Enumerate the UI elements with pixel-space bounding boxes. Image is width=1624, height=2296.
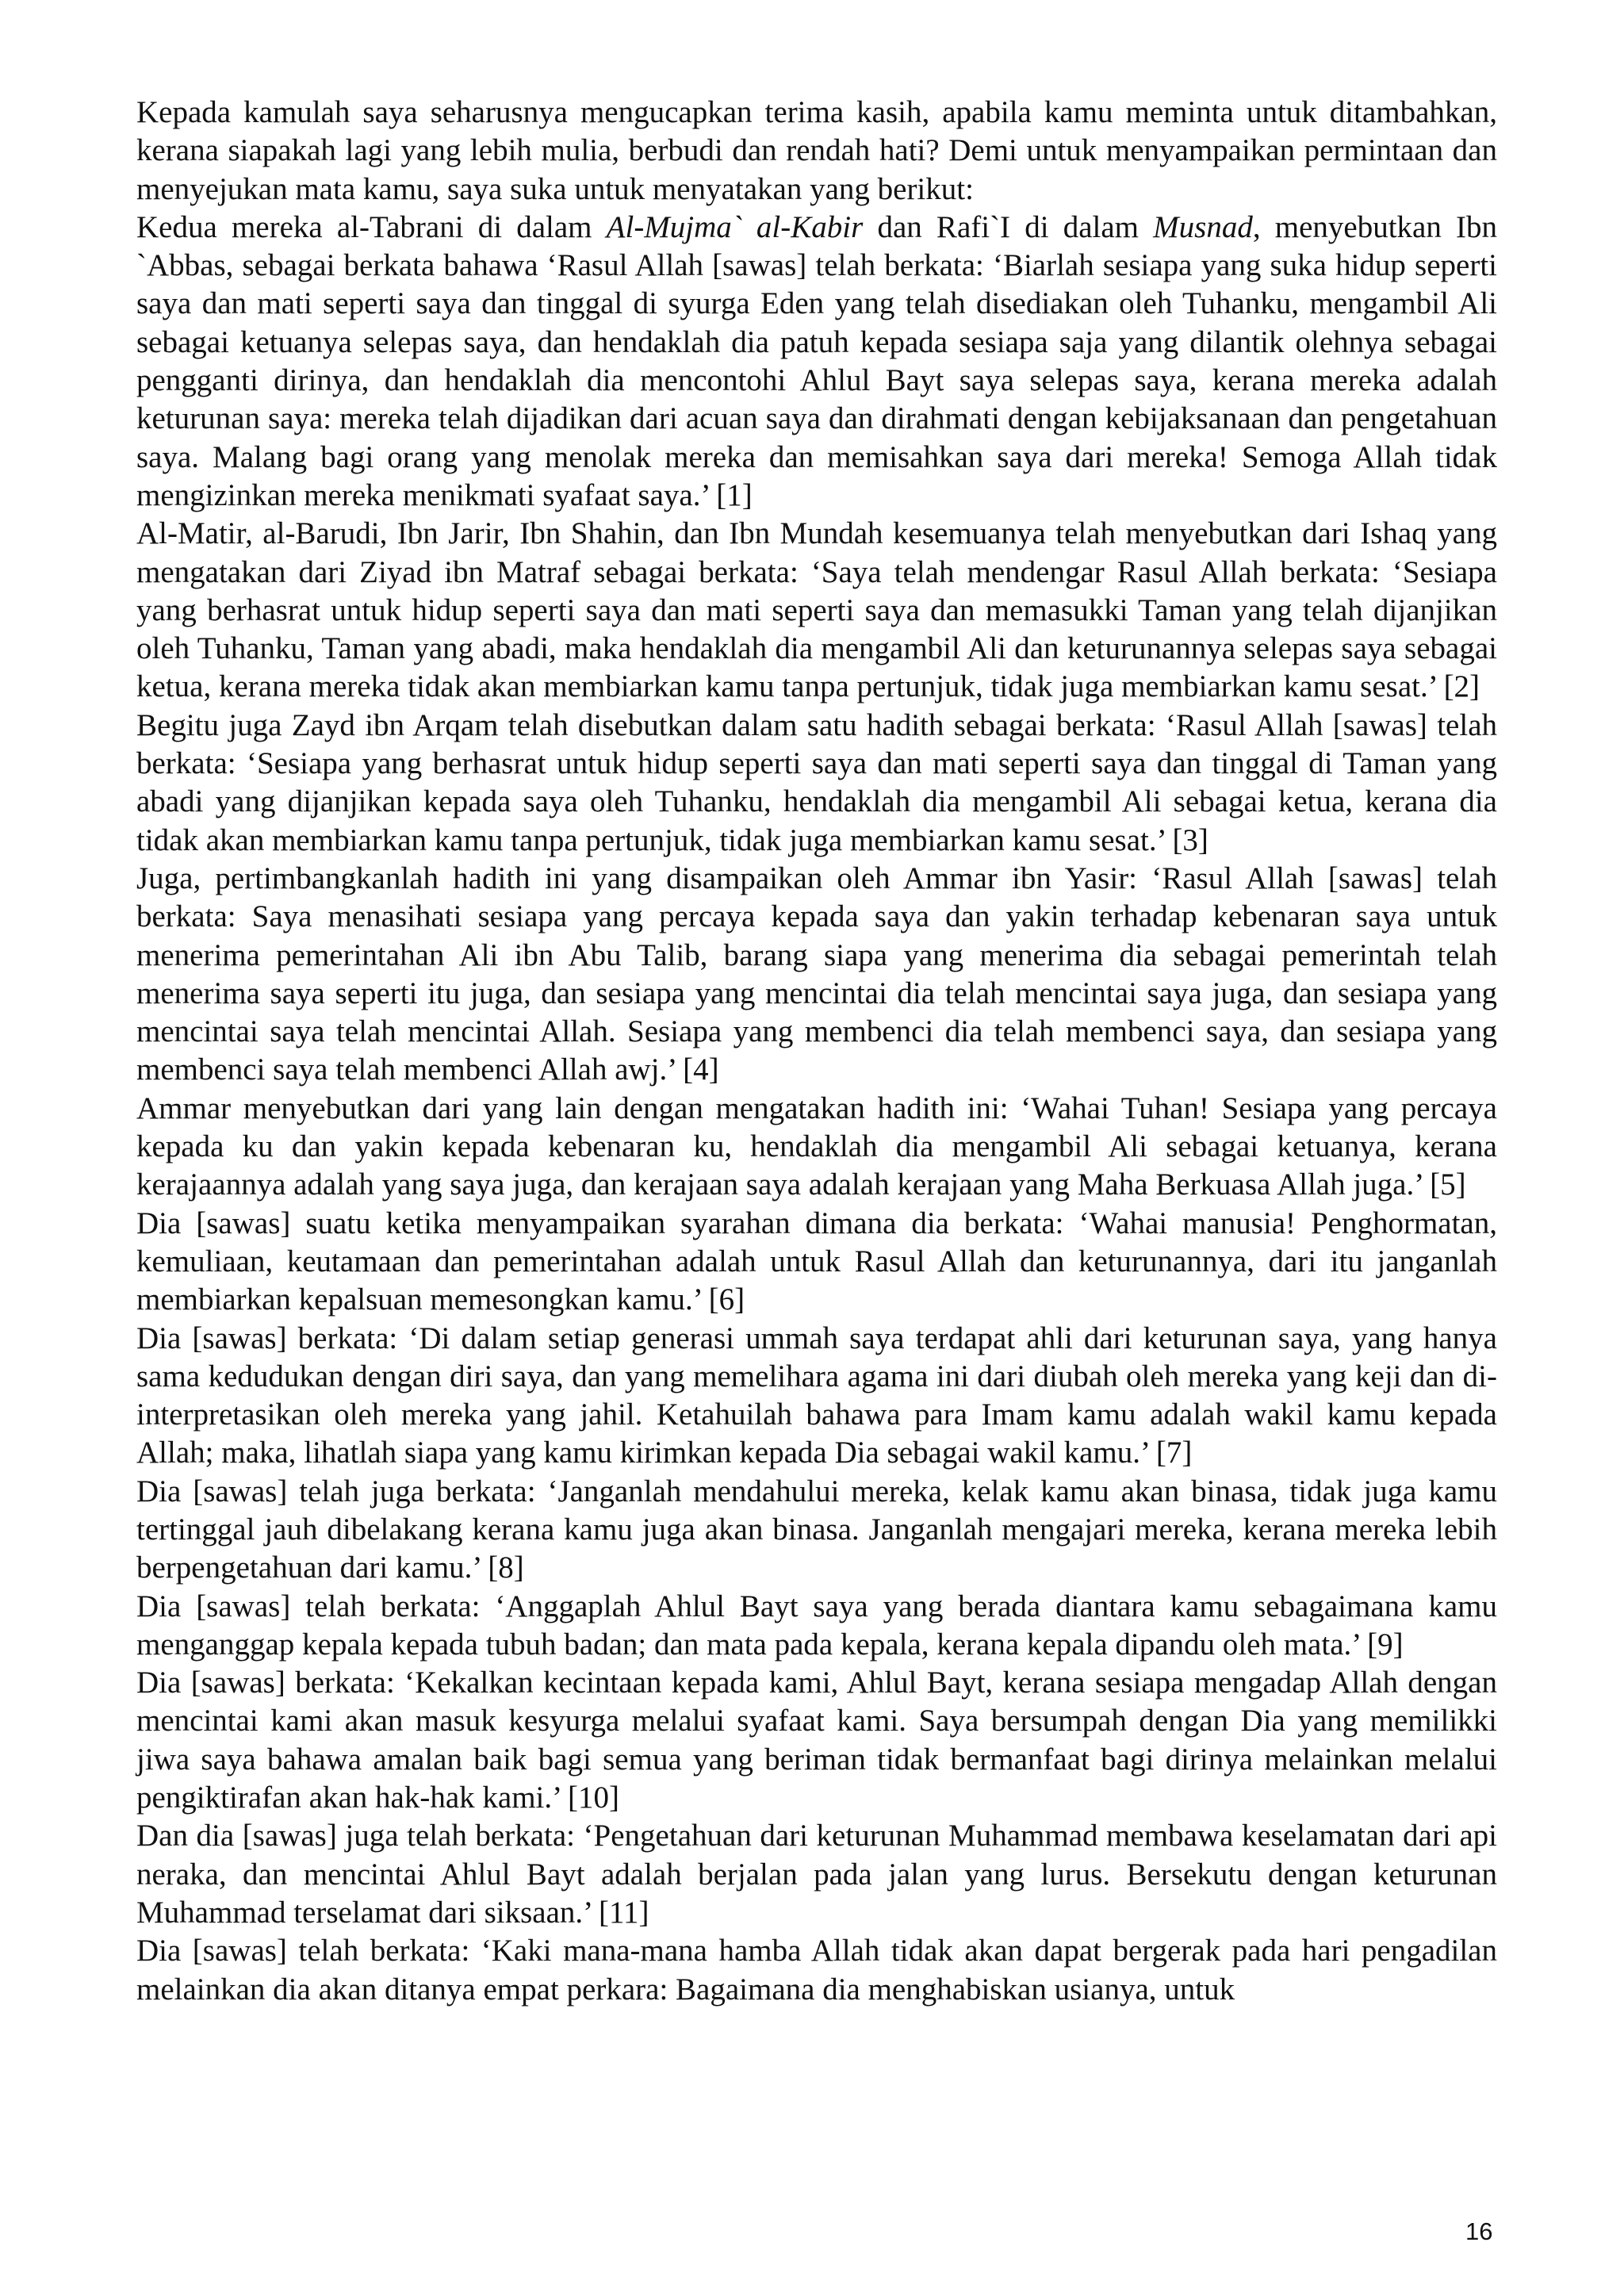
document-body <box>136 94 1497 2009</box>
paragraph-10: Dia [sawas] telah berkata: ‘Anggaplah Ahlul Bayt saya yang berada diantara kamu sebagaimana kamu menganggap kepala kepada tubuh badan; dan mata pada kepala, kerana kepala dipandu oleh mata.’ [9] <box>136 1589 1497 1662</box>
paragraph-2 <box>136 209 1497 515</box>
book-title-musnad: Musnad <box>1153 209 1253 244</box>
paragraph-2-text-a: Kedua mereka al-Tabrani di dalam <box>136 209 607 244</box>
paragraph-3: Al-Matir, al-Barudi, Ibn Jarir, Ibn Shahin, dan Ibn Mundah kesemuanya telah menyebutkan dari Ishaq yang mengatakan dari Ziyad ibn Matraf sebagai berkata: ‘Saya telah mendengar Rasul Allah berkata: ‘Sesiapa yang berhasrat untuk hidup seperti saya dan mati seperti saya dan memasukki Taman yang telah dijanjikan oleh Tuhanku, Taman yang abadi, maka hendaklah dia mengambil Ali dan keturunannya selepas saya sebagai ketua, kerana mereka tidak akan membiarkan kamu tanpa pertunjuk, tidak juga membiarkan kamu sesat.’ [2] <box>136 516 1497 704</box>
page-number: 16 <box>1465 2217 1493 2245</box>
paragraph-5: Juga, pertimbangkanlah hadith ini yang disampaikan oleh Ammar ibn Yasir: ‘Rasul Allah [sawas] telah berkata: Saya menasihati sesiapa yang percaya kepada saya dan yakin terhadap kebenaran saya untuk menerima pemerintahan Ali ibn Abu Talib, barang siapa yang menerima dia sebagai pemerintah telah menerima saya seperti itu juga, dan sesiapa yang mencintai dia telah mencintai saya juga, dan sesiapa yang mencintai saya telah mencintai Allah. Sesiapa yang membenci dia telah membenci saya, dan sesiapa yang membenci saya telah membenci Allah awj.’ [4] <box>136 861 1497 1087</box>
paragraph-12: Dan dia [sawas] juga telah berkata: ‘Pengetahuan dari keturunan Muhammad membawa keselamatan dari api neraka, dan mencintai Ahlul Bayt adalah berjalan pada jalan yang lurus. Bersekutu dengan keturunan Muhammad terselamat dari siksaan.’ [11] <box>136 1819 1497 1930</box>
paragraph-13: Dia [sawas] telah berkata: ‘Kaki mana-mana hamba Allah tidak akan dapat bergerak pada hari pengadilan melainkan dia akan ditanya empat perkara: Bagaimana dia menghabiskan usianya, untuk <box>136 1934 1497 2007</box>
paragraph-6: Ammar menyebutkan dari yang lain dengan mengatakan hadith ini: ‘Wahai Tuhan! Sesiapa yang percaya kepada ku dan yakin kepada kebenaran ku, hendaklah dia mengambil Ali sebagai ketuanya, kerana kerajaannya adalah yang saya juga, dan kerajaan saya adalah kerajaan yang Maha Berkuasa Allah juga.’ [5] <box>136 1091 1497 1202</box>
paragraph-1: Kepada kamulah saya seharusnya mengucapkan terima kasih, apabila kamu meminta untuk ditambahkan, kerana siapakah lagi yang lebih mulia, berbudi dan rendah hati? Demi untuk menyampaikan permintaan dan menyejukan mata kamu, saya suka untuk menyatakan yang berikut: <box>136 95 1497 206</box>
paragraph-2-text-b: dan Rafi`I di dalam <box>863 209 1154 244</box>
paragraph-2-text-d: Ibn `Abbas, sebagai berkata bahawa ‘Rasul Allah [sawas] telah berkata: ‘Biarlah sesiapa yang suka hidup seperti saya dan mati seperti saya dan tinggal di syurga Eden yang telah disediakan oleh Tuhanku, mengambil Ali sebagai ketuanya selepas saya, dan hendaklah dia patuh kepada sesiapa saja yang dilantik olehnya sebagai pengganti dirinya, dan hendaklah dia mencontohi Ahlul Bayt saya selepas saya, kerana mereka adalah keturunan saya: mereka telah dijadikan dari acuan saya dan dirahmati dengan kebijaksanaan dan pengetahuan saya. Malang bagi orang yang menolak mereka dan memisahkan saya dari mereka! Semoga Allah tidak mengizinkan mereka menikmati syafaat saya.’ [1] <box>136 209 1498 512</box>
book-title-al-mujma: Al-Mujma` al-Kabir <box>606 209 864 244</box>
paragraph-8: Dia [sawas] berkata: ‘Di dalam setiap generasi ummah saya terdapat ahli dari keturunan saya, yang hanya sama kedudukan dengan diri saya, dan yang memelihara agama ini dari diubah oleh mereka yang keji dan di-interpretasikan oleh mereka yang jahil. Ketahuilah bahawa para Imam kamu adalah wakil kamu kepada Allah; maka, lihatlah siapa yang kamu kirimkan kepada Dia sebagai wakil kamu.’ [7] <box>136 1320 1497 1470</box>
paragraph-9: Dia [sawas] telah juga berkata: ‘Janganlah mendahului mereka, kelak kamu akan binasa, tidak juga kamu tertinggal jauh dibelakang kerana kamu juga akan binasa. Janganlah mengajari mereka, kerana mereka lebih berpengetahuan dari kamu.’ [8] <box>136 1474 1497 1585</box>
paragraph-7: Dia [sawas] suatu ketika menyampaikan syarahan dimana dia berkata: ‘Wahai manusia! Penghormatan, kemuliaan, keutamaan dan pemerintahan adalah untuk Rasul Allah dan keturunannya, dari itu janganlah membiarkan kepalsuan memesongkan kamu.’ [6] <box>136 1205 1497 1317</box>
paragraph-11: Dia [sawas] berkata: ‘Kekalkan kecintaan kepada kami, Ahlul Bayt, kerana sesiapa mengadap Allah dengan mencintai kami akan masuk kesyurga melalui syafaat kami. Saya bersumpah dengan Dia yang memilikki jiwa saya bahawa amalan baik bagi semua yang beriman tidak bermanfaat bagi dirinya melainkan melalui pengiktirafan akan hak-hak kami.’ [10] <box>136 1665 1497 1815</box>
paragraph-4: Begitu juga Zayd ibn Arqam telah disebutkan dalam satu hadith sebagai berkata: ‘Rasul Allah [sawas] telah berkata: ‘Sesiapa yang berhasrat untuk hidup seperti saya dan mati seperti saya dan tinggal di Taman yang abadi yang dijanjikan kepada saya oleh Tuhanku, hendaklah dia mengambil Ali sebagai ketua, kerana dia tidak akan membiarkan kamu tanpa pertunjuk, tidak juga membiarkan kamu sesat.’ [3] <box>136 707 1497 857</box>
paragraph-2-text-c: , menyebutkan <box>1252 209 1442 244</box>
